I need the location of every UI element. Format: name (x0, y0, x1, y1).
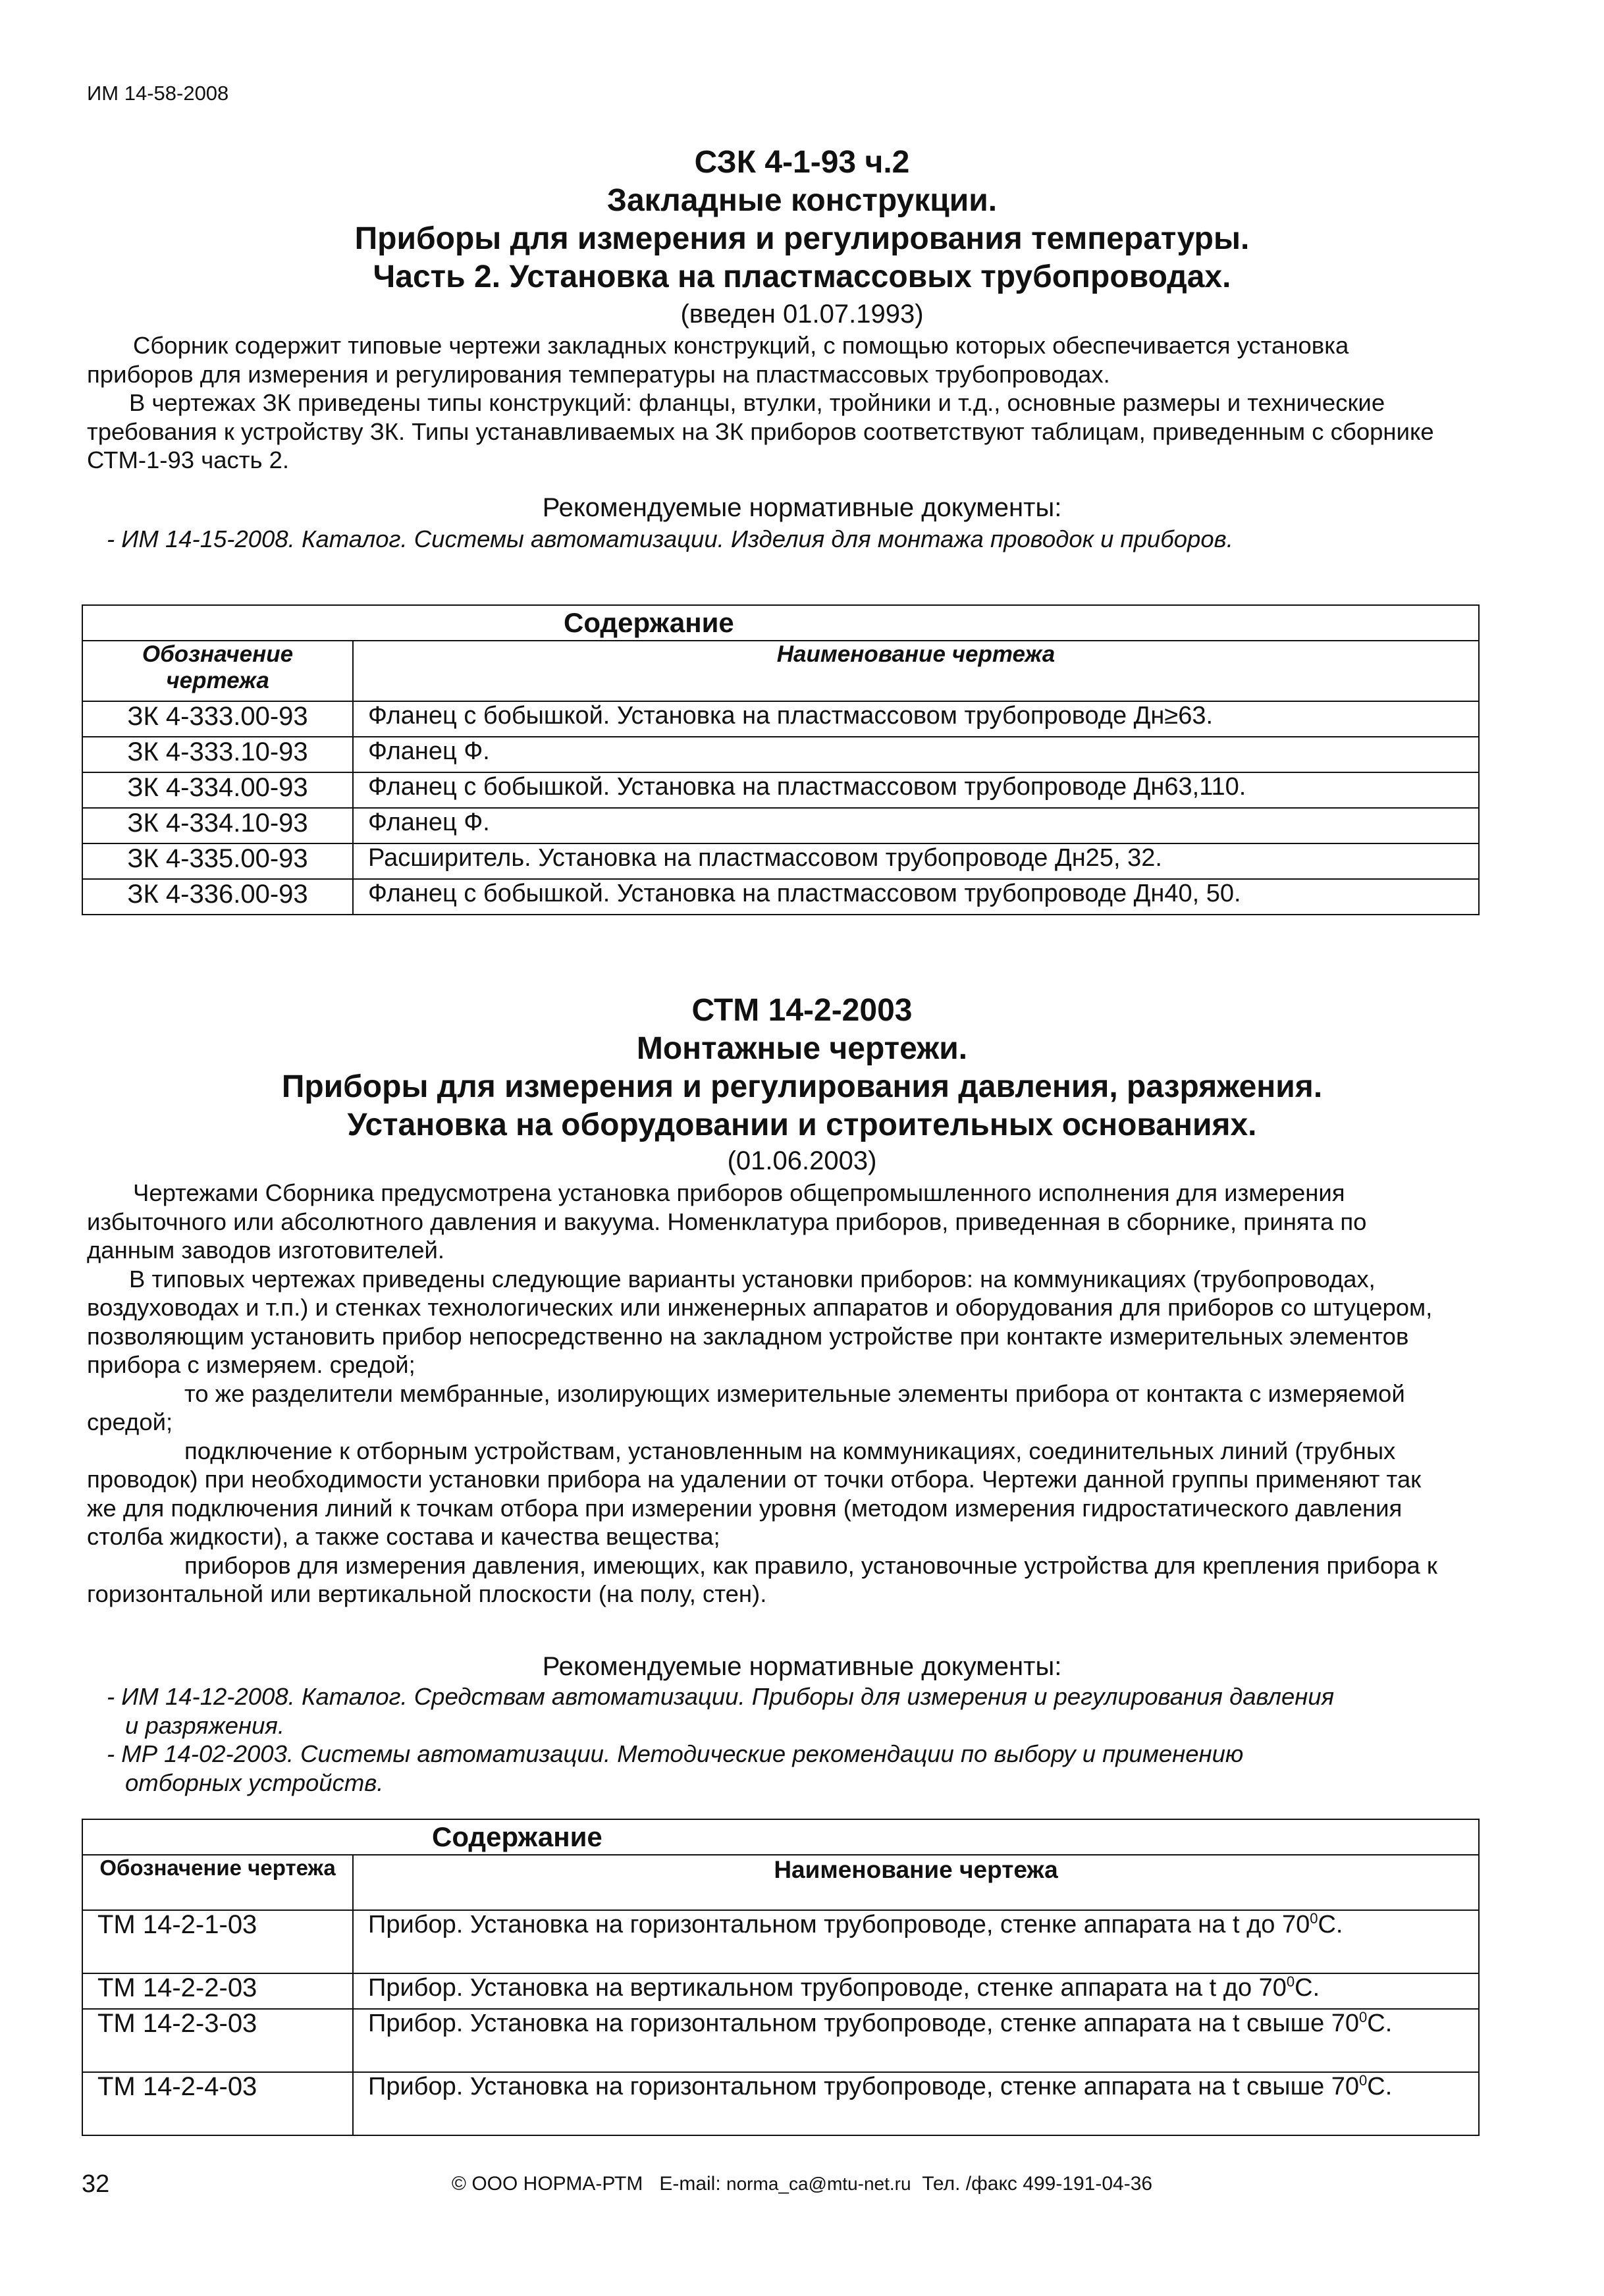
section2-paragraph-1: Чертежами Сборника предусмотрена установка приборов общепромышленного исполнения для измерения избыточного или абсолютного давления и вакуума. Номенклатура приборов, приведенная в сборнике, принята по данным заводов изготовителей. (87, 1179, 1367, 1264)
table-row (82, 808, 1479, 843)
email-label: E-mail: (659, 2173, 721, 2195)
drawing-code: ТМ 14-2-4-03 (82, 2072, 353, 2135)
drawing-name: Фланец с бобышкой. Установка на пластмассовом трубопроводе Дн40, 50. (353, 879, 1479, 915)
drawing-name: Фланец с бобышкой. Установка на пластмассовом трубопроводе Дн≥63. (353, 701, 1479, 737)
drawing-code: ТМ 14-2-2-03 (82, 1973, 353, 2009)
section2-body (87, 1179, 1443, 1609)
table-row (82, 879, 1479, 915)
footer (0, 2173, 1604, 2195)
section1-paragraph-2: В чертежах ЗК приведены типы конструкций: фланцы, втулки, тройники и т.д., основные размеры и технические требования к устройству ЗК. Типы устанавливаемых на ЗК приборов соответствуют таблицам, приведенным с сборнике СТМ-1-93 часть 2. (87, 389, 1434, 473)
drawing-name: Фланец Ф. (353, 737, 1479, 772)
section1-paragraph-1: Сборник содержит типовые чертежи закладных конструкций, с помощью которых обеспечивается установка приборов для измерения и регулирования температуры на пластмассовых трубопроводах. (87, 332, 1349, 388)
section1-ref-item: - ИМ 14-15-2008. Каталог. Системы автоматизации. Изделия для монтажа проводок и приборов. (107, 525, 1233, 552)
column-header-name: Наименование чертежа (353, 1855, 1479, 1910)
table-row (82, 1910, 1479, 1973)
section2-title-line-4: Установка на оборудовании и строительных основаниях. (347, 1108, 1257, 1142)
page-number: 32 (82, 2170, 110, 2198)
section2-title-code: СТМ 14-2-2003 (691, 993, 913, 1028)
drawing-name: Прибор. Установка на вертикальном трубопроводе, стенке аппарата на t до $70^0С$. (353, 1973, 1479, 2009)
section2-refs (87, 1682, 1338, 1797)
drawing-code: ЗК 4-335.00-93 (82, 843, 353, 879)
column-header-code: Обозначение чертежа (82, 1855, 353, 1910)
drawing-code: ЗК 4-333.10-93 (82, 737, 353, 772)
table-row (82, 737, 1479, 772)
section2-ref-item-1: - ИМ 14-12-2008. Каталог. Средствам автоматизации. Приборы для измерения и регулирования давления и разряжения. (107, 1683, 1335, 1739)
table-row (82, 701, 1479, 737)
drawing-code: ЗК 4-333.00-93 (82, 701, 353, 737)
document-code: ИМ 14-58-2008 (87, 82, 229, 105)
section1-contents-table (82, 604, 1480, 915)
table-row (82, 772, 1479, 808)
drawing-name: Прибор. Установка на горизонтальном трубопроводе, стенке аппарата на t свыше $70^0С$. (353, 2072, 1479, 2135)
section1-refs (87, 525, 1443, 554)
section1-title-line-2: Закладные конструкции. (606, 183, 998, 218)
section1-body (87, 331, 1443, 475)
section2-paragraph-4: подключение к отборным устройствам, установленным на коммуникациях, соединительных линий (трубных проводок) при необходимости установки прибора на удалении от точки отбора. Чертежи данной группы применяют так же для подключения линий к точкам отбора при измерении уровня (методом измерения гидростатического давления столба жидкости), а также состава и качества вещества; (87, 1437, 1422, 1550)
drawing-code: ЗК 4-336.00-93 (82, 879, 353, 915)
section2-paragraph-5: приборов для измерения давления, имеющих, как правило, установочные устройства для крепления прибора к горизонтальной или вертикальной плоскости (на полу, стен). (87, 1551, 1437, 1607)
drawing-name: Расширитель. Установка на пластмассовом трубопроводе Дн25, 32. (353, 843, 1479, 879)
table-row (82, 1973, 1479, 2009)
section2-date: (01.06.2003) (727, 1146, 877, 1175)
drawing-code: ТМ 14-2-1-03 (82, 1910, 353, 1973)
section1-date: (введен 01.07.1993) (680, 300, 924, 329)
column-header-code: Обозначение чертежа (82, 641, 353, 701)
section1-title-line-4: Часть 2. Установка на пластмассовых трубопроводах. (373, 259, 1231, 294)
publisher: © ООО НОРМА-РТМ (451, 2173, 643, 2195)
table-caption: Содержание (353, 1819, 1479, 1855)
table-row (82, 843, 1479, 879)
section1-refs-heading: Рекомендуемые нормативные документы: (542, 493, 1062, 522)
drawing-name: Фланец с бобышкой. Установка на пластмассовом трубопроводе Дн63,110. (353, 772, 1479, 808)
drawing-name: Прибор. Установка на горизонтальном трубопроводе, стенке аппарата на t свыше $70^0С$. (353, 2009, 1479, 2072)
section2-contents-table (82, 1819, 1480, 2136)
table-row (82, 2072, 1479, 2135)
section1-title-line-3: Приборы для измерения и регулирования температуры. (354, 221, 1250, 256)
drawing-code: ТМ 14-2-3-03 (82, 2009, 353, 2072)
section2-paragraph-3: то же разделители мембранные, изолирующих измерительные элементы прибора от контакта с измеряемой средой; (87, 1379, 1405, 1435)
drawing-code: ЗК 4-334.10-93 (82, 808, 353, 843)
section1-title-code: СЗК 4-1-93 ч.2 (694, 145, 910, 180)
section2-paragraph-2: В типовых чертежах приведены следующие варианты установки приборов: на коммуникациях (трубопроводах, воздуховодах и т.п.) и стенках технологических или инженерных аппаратов и оборудования для приборов со штуцером, позволяющим установить прибор непосредственно на закладном устройстве при контакте измерительных элементов прибора с измеряем. средой; (87, 1265, 1433, 1378)
drawing-code: ЗК 4-334.00-93 (82, 772, 353, 808)
section2-title-line-2: Монтажные чертежи. (636, 1031, 968, 1066)
section2-refs-heading: Рекомендуемые нормативные документы: (542, 1652, 1062, 1681)
section2-ref-item-2: - МР 14-02-2003. Системы автоматизации. Методические рекомендации по выбору и применению отборных устройств. (107, 1740, 1244, 1796)
column-header-name: Наименование чертежа (353, 641, 1479, 701)
drawing-name: Прибор. Установка на горизонтальном трубопроводе, стенке аппарата на t до $70^0С$. (353, 1910, 1479, 1973)
phone-fax: Тел. /факс 499-191-04-36 (922, 2173, 1153, 2195)
table-caption: Содержание (353, 605, 1479, 641)
email-link[interactable]: norma_ca@mtu-net.ru (726, 2174, 911, 2194)
table-row (82, 2009, 1479, 2072)
section2-title-line-3: Приборы для измерения и регулирования давления, разряжения. (281, 1069, 1323, 1104)
drawing-name: Фланец Ф. (353, 808, 1479, 843)
